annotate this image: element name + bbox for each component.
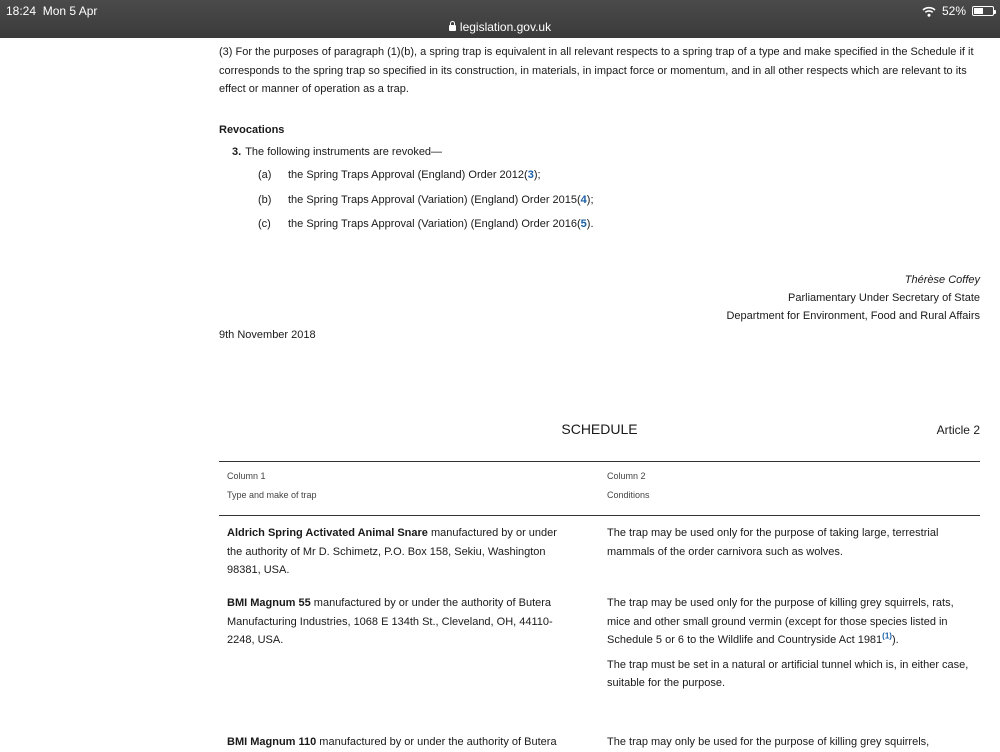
footnote-link[interactable]: 5 <box>580 218 587 230</box>
column-1-subtitle: Type and make of trap <box>227 490 317 500</box>
article-number: 3. <box>232 146 242 158</box>
signature-role: Parliamentary Under Secretary of State <box>788 292 980 304</box>
lock-icon <box>449 25 456 31</box>
status-time <box>6 4 97 18</box>
battery-fill <box>974 8 983 14</box>
item-end: ); <box>586 194 594 206</box>
wifi-icon <box>922 6 936 17</box>
item-text: the Spring Traps Approval (Variation) (England) Order 2016( <box>288 218 581 230</box>
condition-2: The trap must be set in a natural or artificial tunnel which is, in either case, suitable for the purpose. <box>607 658 969 689</box>
footnote-link[interactable]: 3 <box>527 169 534 181</box>
condition-1 <box>607 594 975 650</box>
condition: The trap may only be used for the purpose of killing grey squirrels, <box>607 736 930 748</box>
signing-date: 9th November 2018 <box>219 329 316 341</box>
signature-department: Department for Environment, Food and Rural Affairs <box>726 310 980 322</box>
article-3 <box>232 143 442 162</box>
date: Mon 5 Apr <box>42 4 98 18</box>
item-label: (a) <box>258 169 272 181</box>
table-header-rule <box>219 515 980 516</box>
column-2-subtitle: Conditions <box>607 490 650 500</box>
footnote-link[interactable]: 4 <box>580 194 587 206</box>
trap-description: manufactured by or under the authority of Butera Manufacturing Industries, 1068 E 134th St., Cleveland, OH, 44110-2248, USA. <box>227 597 553 646</box>
time: 18:24 <box>6 4 37 18</box>
address-bar[interactable] <box>0 20 1000 34</box>
column-2-header <box>607 467 975 505</box>
table-row-3-conditions <box>607 733 975 752</box>
status-indicators <box>922 4 994 18</box>
footnote-link[interactable]: (1) <box>882 631 892 641</box>
table-row-2-conditions <box>607 594 975 693</box>
item-text: the Spring Traps Approval (England) Order 2012( <box>288 169 528 181</box>
item-label: (c) <box>258 218 271 230</box>
battery-percent: 52% <box>941 4 966 18</box>
table-row-2-trap <box>227 594 567 650</box>
revoked-item-a <box>258 166 541 185</box>
url-text: legislation.gov.uk <box>459 20 552 34</box>
paragraph-3: (3) For the purposes of paragraph (1)(b), a spring trap is equivalent in all relevant respects to a spring trap of a type and make specified in the Schedule if it corresponds to the spring trap so specified in its construction, in materials, in impact force or momentum, and in all other respects which are relevant to its effect or manner of operation as a trap. <box>219 46 974 95</box>
trap-name: Aldrich Spring Activated Animal Snare <box>227 527 428 539</box>
item-end: ). <box>586 218 594 230</box>
column-2-title: Column 2 <box>607 471 646 481</box>
trap-description: manufactured by or under the authority of Butera <box>316 736 557 748</box>
trap-description: manufactured by or under the authority of Mr D. Schimetz, P.O. Box 158, Sekiu, Washington 98381, USA. <box>227 527 557 576</box>
condition: The trap may be used only for the purpose of taking large, terrestrial mammals of the order carnivora such as wolves. <box>607 527 939 558</box>
schedule-title: SCHEDULE <box>561 421 638 437</box>
item-text: the Spring Traps Approval (Variation) (England) Order 2015( <box>288 194 581 206</box>
article-text: The following instruments are revoked— <box>245 146 443 158</box>
table-row-1-trap <box>227 524 567 580</box>
revoked-item-c <box>258 215 594 234</box>
trap-name: BMI Magnum 55 <box>227 597 311 609</box>
item-end: ); <box>533 169 541 181</box>
table-row-1-conditions <box>607 524 975 561</box>
column-1-header <box>227 467 567 505</box>
condition-end: ). <box>891 634 899 646</box>
table-top-rule <box>219 461 980 462</box>
status-bar <box>0 0 1000 38</box>
article-ref: Article 2 <box>936 423 980 437</box>
battery-icon <box>972 6 994 16</box>
column-1-title: Column 1 <box>227 471 266 481</box>
condition-text: The trap may be used only for the purpose of killing grey squirrels, rats, mice and other small ground vermin (except for those species listed in Schedule 5 or 6 to the Wildlife and Countryside Act 1981 <box>607 597 954 646</box>
item-label: (b) <box>258 194 272 206</box>
table-row-3-trap <box>227 733 587 752</box>
trap-name: BMI Magnum 110 <box>227 736 317 748</box>
revocations-heading: Revocations <box>219 124 285 136</box>
revoked-item-b <box>258 191 594 210</box>
signature-name: Thérèse Coffey <box>904 274 980 286</box>
